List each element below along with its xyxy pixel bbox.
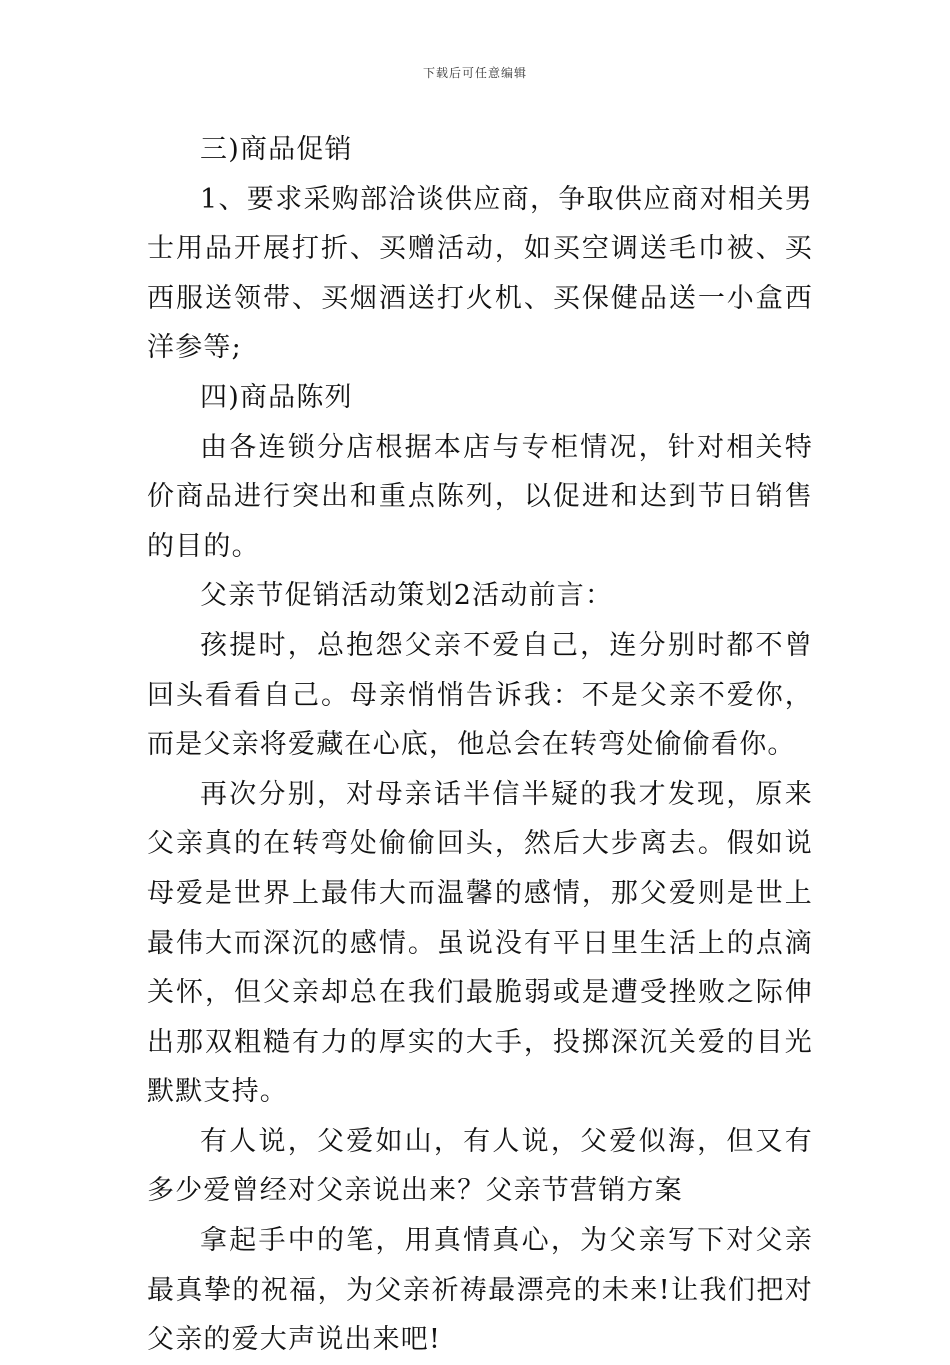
paragraph-fatherly-love: 有人说，父爱如山，有人说，父爱似海，但又有多少爱曾经对父亲说出来？父亲节营销方案 [147,1125,813,1207]
section-heading-plan-2: 父亲节促销活动策划2活动前言： [200,580,614,612]
page-header-note: 下载后可任意编辑 [422,66,527,80]
paragraph-display-detail: 由各连锁分店根据本店与专柜情况，针对相关特价商品进行突出和重点陈列，以促进和达到节日销售的目的。 [147,431,813,562]
document-body [147,125,813,1365]
paragraph-farewell: 再次分别，对母亲话半信半疑的我才发现，原来父亲真的在转弯处偷偷回头，然后大步离去。假如说母爱是世界上最伟大而温馨的感情，那父爱则是世上最伟大而深沉的感情。虽说没有平日里生活上的点滴关怀，但父亲却总在我们最脆弱或是遭受挫败之际伸出那双粗糙有力的厚实的大手，投掷深沉关爱的目光默默支持。 [147,778,813,1108]
paragraph-blessing: 拿起手中的笔，用真情真心，为父亲写下对父亲最真挚的祝福，为父亲祈祷最漂亮的未来!让我们把对父亲的爱大声说出来吧! [147,1225,813,1356]
section-heading-display: 四)商品陈列 [200,381,353,413]
paragraph-promotion-detail: 1、要求采购部洽谈供应商，争取供应商对相关男士用品开展打折、买赠活动，如买空调送毛巾被、买西服送领带、买烟酒送打火机、买保健品送一小盒西洋参等; [147,183,813,364]
section-heading-promotion: 三)商品促销 [200,134,353,165]
paragraph-childhood: 孩提时，总抱怨父亲不爱自己，连分别时都不曾回头看看自己。母亲悄悄告诉我：不是父亲不爱你，而是父亲将爱藏在心底，他总会在转弯处偷偷看你。 [147,629,813,761]
